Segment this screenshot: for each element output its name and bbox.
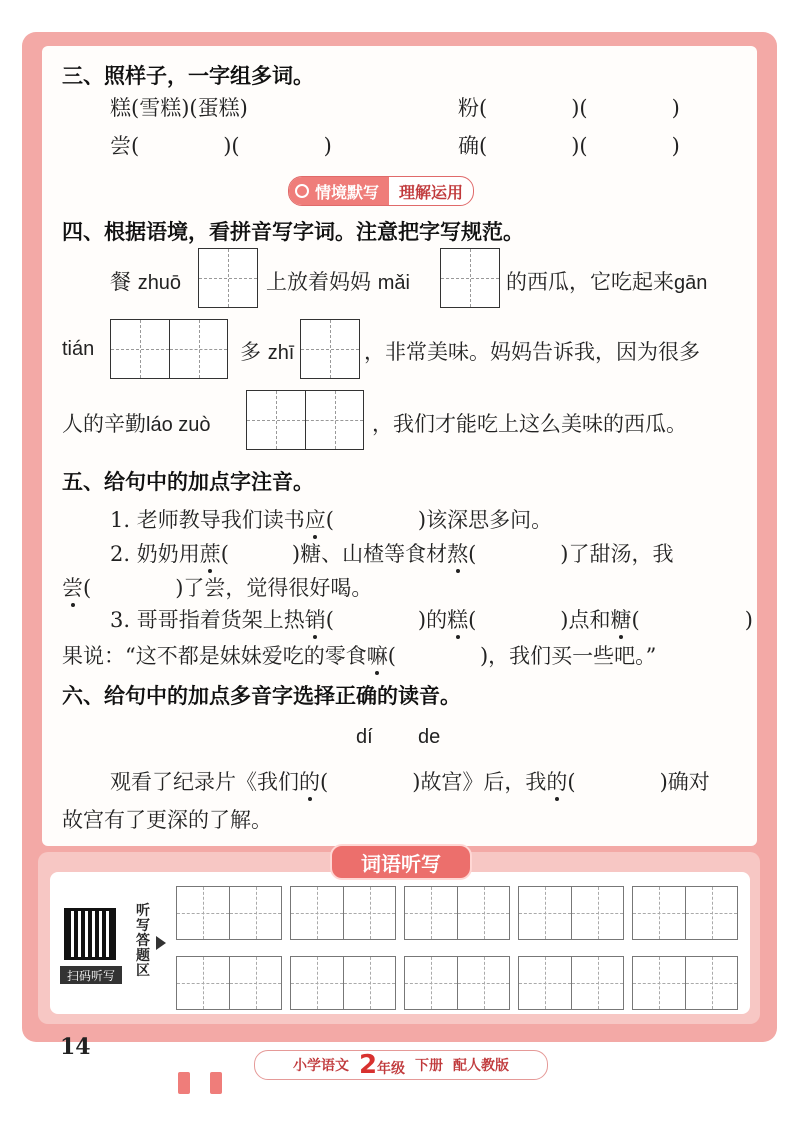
reading-option-de[interactable]: de	[418, 726, 441, 748]
dotted-char: 熬	[447, 542, 469, 566]
dictation-grid[interactable]	[518, 956, 624, 1010]
book-info-footer	[254, 1050, 548, 1080]
section4-heading: 四、根据语境，看拼音写字词。注意把字写规范。	[62, 220, 524, 244]
dotted-char: 的	[299, 770, 320, 794]
footer-volume: 下册	[415, 1058, 444, 1074]
section6-heading: 六、给句中的加点多音字选择正确的读音。	[62, 684, 461, 708]
badge-tag	[289, 177, 389, 205]
badge-label: 理解运用	[399, 182, 464, 202]
answer-area-label: 听写答题区	[136, 903, 150, 979]
dotted-char: 糕	[447, 608, 469, 632]
context-dictation-badge	[288, 176, 474, 206]
item-char: 确	[458, 134, 479, 158]
dotted-char: 应	[304, 508, 326, 532]
item-char: 粉	[458, 96, 479, 120]
dictation-grid[interactable]	[290, 956, 396, 1010]
dictation-grid[interactable]	[176, 956, 282, 1010]
s5-q2b	[62, 572, 372, 602]
section3-item-1	[458, 92, 680, 122]
worksheet-paper	[42, 46, 757, 846]
s4-text: 人的辛勤	[62, 412, 146, 436]
pinyin: zhuō	[137, 272, 182, 294]
dotted-char: 嘛	[366, 644, 388, 668]
section3-item-2	[110, 130, 332, 160]
s6-line1	[110, 766, 710, 796]
section5-heading: 五、给句中的加点字注音。	[62, 470, 314, 494]
answer-blank[interactable]: ( )了尝，觉得很好喝。	[83, 576, 373, 600]
section3-heading: 三、照样子，一字组多词。	[62, 64, 314, 88]
answer-blank[interactable]: ( )点和	[468, 608, 611, 632]
page-tab-marker	[210, 1072, 222, 1094]
s4-text-a	[110, 266, 181, 296]
item-blanks[interactable]: ( )( )	[479, 134, 680, 158]
dictation-grid[interactable]	[632, 956, 738, 1010]
s4-char: 多	[240, 340, 261, 364]
s6-line2: 故宫有了更深的了解。	[62, 808, 272, 832]
footer-grade-group	[359, 1050, 405, 1080]
answer-blank[interactable]: ( )了甜汤，我	[468, 542, 674, 566]
s5-q1	[110, 504, 552, 534]
answer-blank[interactable]: ( )故宫》后，我	[320, 770, 547, 794]
s5-q3b	[62, 640, 656, 670]
s4-text-g: ，我们才能吃上这么美味的西瓜。	[372, 412, 687, 436]
s4-text: 上放着妈妈	[266, 270, 371, 294]
s4-text: 的西瓜，它吃起来	[506, 270, 674, 294]
dictation-grid[interactable]	[632, 886, 738, 940]
s4-text-c	[506, 266, 707, 296]
q-text: 果说：“这不都是妹妹爱吃的零食	[62, 644, 367, 668]
s4-text-f	[62, 408, 211, 438]
writing-grid-laozuo[interactable]	[246, 390, 364, 450]
dictation-grid[interactable]	[290, 886, 396, 940]
s5-q3	[110, 604, 753, 634]
page-number: 14	[60, 1034, 91, 1060]
section3-item-3	[458, 130, 680, 160]
dotted-char: 销	[304, 608, 326, 632]
answer-blank[interactable]: ( )，我们买一些吧。”	[387, 644, 657, 668]
dotted-char: 糖	[610, 608, 632, 632]
badge-tag-text: 情境默写	[315, 182, 380, 202]
answer-blank[interactable]: ( )糖、山楂等食材	[220, 542, 448, 566]
q-text: 2. 奶奶用	[110, 542, 200, 566]
clock-icon	[295, 184, 309, 198]
answer-blank[interactable]: ( )该深思多问。	[325, 508, 553, 532]
dictation-grid[interactable]	[518, 886, 624, 940]
writing-grid-zhuo[interactable]	[198, 248, 258, 308]
footer-subject: 小学语文	[292, 1058, 349, 1074]
dotted-char: 蔗	[199, 542, 221, 566]
item-blanks[interactable]: ( )( )	[131, 134, 332, 158]
page-tab-marker	[178, 1072, 190, 1094]
writing-grid-zhi[interactable]	[300, 319, 360, 379]
s4-char: 餐	[110, 270, 131, 294]
reading-option-di[interactable]: dí	[356, 726, 373, 748]
pinyin: láo zuò	[146, 414, 211, 436]
s4-text-d	[240, 336, 294, 366]
writing-grid-mai[interactable]	[440, 248, 500, 308]
dictation-grid[interactable]	[176, 886, 282, 940]
pinyin: mǎi	[377, 272, 410, 294]
footer-grade: 2	[358, 1050, 378, 1080]
q-text: 3. 哥哥指着货架上热	[110, 608, 305, 632]
arrow-right-icon	[156, 936, 166, 950]
pinyin: zhī	[267, 342, 295, 364]
item-blanks[interactable]: ( )( )	[479, 96, 680, 120]
s5-q2	[110, 538, 674, 568]
qr-code-icon[interactable]	[64, 908, 116, 960]
writing-grid-gantian[interactable]	[110, 319, 228, 379]
q-text: 观看了纪录片《我们	[110, 770, 299, 794]
section3-example: 糕(雪糕)(蛋糕)	[110, 96, 248, 120]
dictation-title: 词语听写	[330, 844, 472, 880]
dictation-grid[interactable]	[404, 956, 510, 1010]
dictation-grid[interactable]	[404, 886, 510, 940]
qr-label: 扫码听写	[60, 966, 122, 984]
dotted-char: 尝	[62, 576, 83, 600]
dotted-char: 的	[546, 770, 568, 794]
answer-blank[interactable]: ( )	[631, 608, 753, 632]
footer-edition: 配人教版	[453, 1058, 510, 1074]
item-char: 尝	[110, 134, 131, 158]
pinyin: gān	[674, 272, 708, 294]
answer-blank[interactable]: ( )确对	[567, 770, 710, 794]
answer-blank[interactable]: ( )的	[325, 608, 448, 632]
s4-text-e: ，非常美味。妈妈告诉我，因为很多	[364, 340, 700, 364]
footer-grade-suffix: 年级	[377, 1061, 406, 1077]
pinyin-tian: tián	[62, 338, 95, 360]
q-text: 1. 老师教导我们读书	[110, 508, 305, 532]
s4-text-b	[266, 266, 410, 296]
